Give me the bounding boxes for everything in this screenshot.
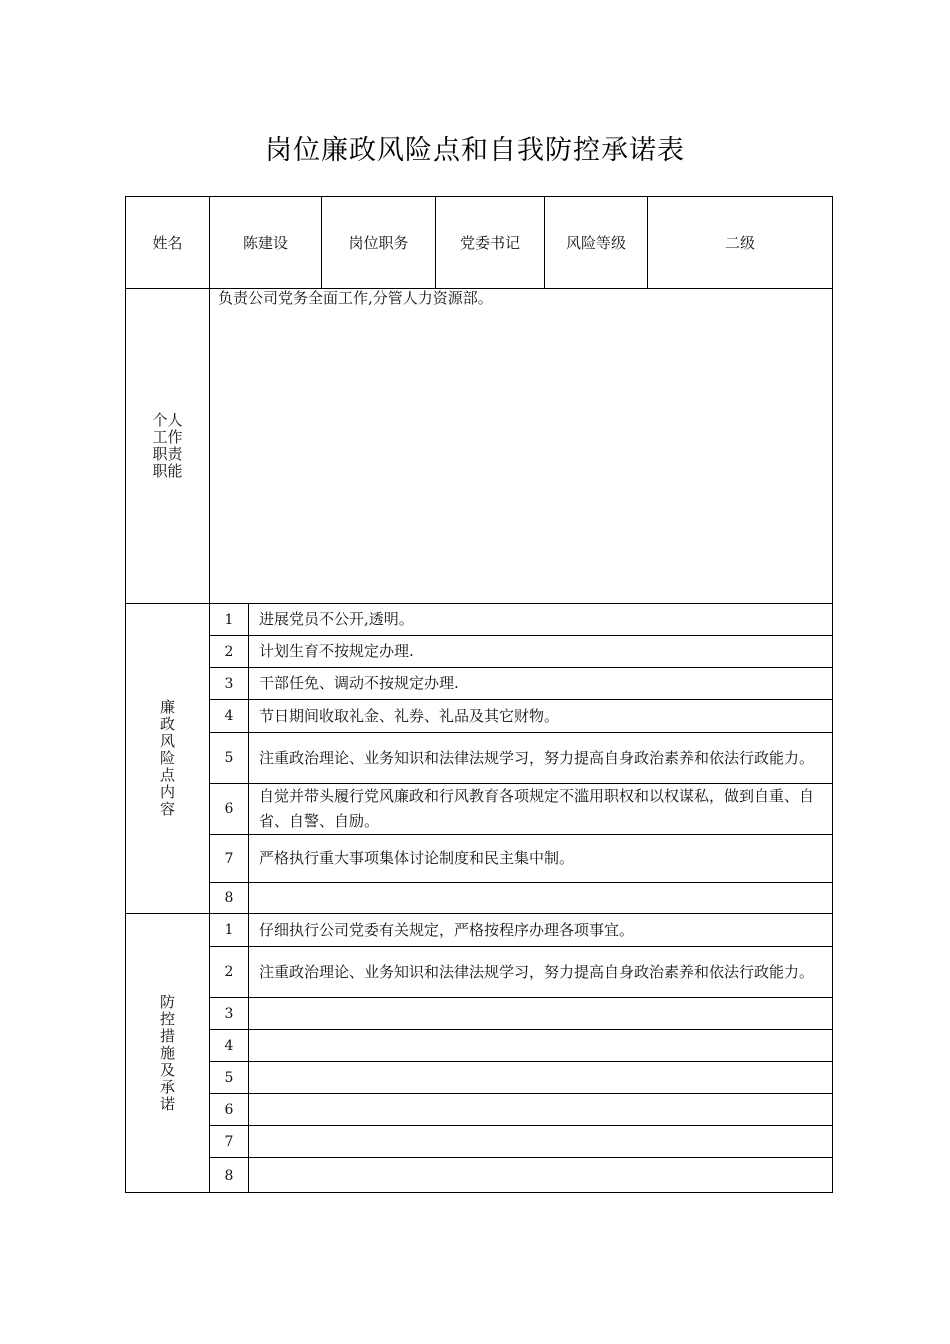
measures-label-cell (126, 914, 209, 1192)
risk-row-text: 计划生育不按规定办理. (259, 642, 414, 660)
position-label: 岗位职务 (348, 234, 409, 252)
measure-row-number: 1 (224, 922, 234, 938)
name-label: 姓名 (152, 234, 183, 252)
measure-row-text (249, 1030, 832, 1061)
risk-row-text: 进展党员不公开,透明。 (259, 610, 414, 628)
measure-row-number: 2 (224, 964, 234, 980)
measures-label: 防控措施及承诺 (159, 992, 175, 1113)
risk-row-number: 1 (224, 611, 234, 628)
measure-row-number: 5 (224, 1069, 234, 1086)
measure-row-number: 6 (224, 1101, 234, 1118)
risk-level-value: 二级 (724, 234, 755, 252)
risk-row-text: 干部任免、调动不按规定办理. (259, 674, 459, 692)
risk-level-label: 风险等级 (565, 234, 626, 252)
risk-row-number: 8 (224, 890, 234, 906)
risk-row-text: 严格执行重大事项集体讨论制度和民主集中制。 (259, 849, 575, 867)
measure-row-number: 3 (224, 1005, 234, 1022)
measure-row-number: 4 (224, 1037, 234, 1054)
measure-row-text: 仔细执行公司党委有关规定，严格按程序办理各项事宜。 (259, 920, 635, 939)
risk-row-text (249, 883, 832, 913)
duties-label: 个人工作职责职能 (152, 411, 183, 480)
risk-row-number: 2 (224, 643, 234, 660)
measure-row-text (249, 1126, 832, 1157)
risk-row-number: 7 (224, 850, 234, 867)
duties-text: 负责公司党务全面工作,分管人力资源部。 (218, 289, 493, 307)
measure-row-number: 8 (224, 1167, 234, 1184)
position-value: 党委书记 (459, 234, 520, 252)
risks-label: 廉政风险点内容 (159, 698, 175, 818)
risk-row-text: 注重政治理论、业务知识和法律法规学习，努力提高自身政治素养和依法行政能力。 (259, 748, 815, 767)
page-title: 岗位廉政风险点和自我防控承诺表 (265, 135, 685, 166)
measure-row-text (249, 1062, 832, 1093)
name-value: 陈建设 (242, 234, 288, 252)
duties-label-cell (126, 289, 209, 603)
risk-row-text: 节日期间收取礼金、礼券、礼品及其它财物。 (259, 706, 560, 725)
risks-label-cell (126, 604, 209, 913)
risk-row-text: 自觉并带头履行党风廉政和行风教育各项规定不滥用职权和以权谋私，做到自重、自省、自警、自励。 (259, 787, 815, 830)
measure-row-text (249, 998, 832, 1029)
risk-row-number: 5 (224, 750, 234, 766)
measure-row-text: 注重政治理论、业务知识和法律法规学习，努力提高自身政治素养和依法行政能力。 (259, 962, 815, 981)
measure-row-number: 7 (224, 1133, 234, 1150)
measure-row-text (249, 1158, 832, 1193)
risk-row-number: 4 (224, 708, 234, 724)
risk-row-number: 3 (224, 675, 234, 692)
measure-row-text (249, 1094, 832, 1125)
risk-row-number: 6 (224, 801, 234, 817)
